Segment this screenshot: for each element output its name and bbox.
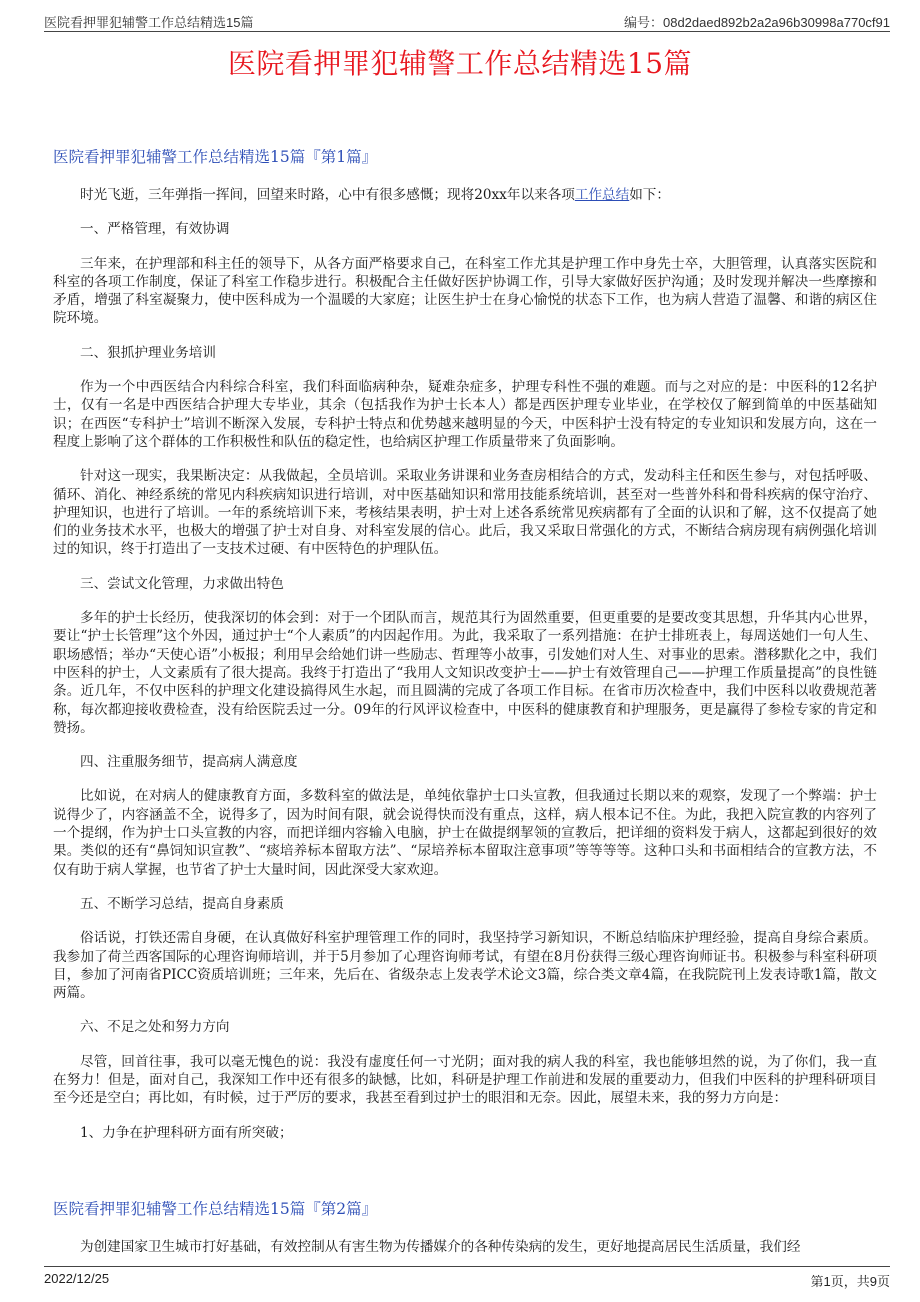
paragraph-1: 三年来，在护理部和科主任的领导下，从各方面严格要求自己，在科室工作尤其是护理工作中身先士卒，大胆管理，认真落实医院和科室的各项工作制度，保证了科室工作稳步进行。积极配合主任做好医护协调工作，引导大家做好医护沟通；及时发现并解决一些摩擦和矛盾，增强了科室凝聚力，使中医科成为一个温暖的大家庭；让医生护士在身心愉悦的状态下工作，也为病人营造了温馨、和谐的病区住院环境。 — [53, 255, 877, 327]
intro-text-after: 如下： — [629, 187, 670, 203]
footer-date: 2022/12/25 — [44, 1271, 110, 1286]
heading-4: 四、注重服务细节，提高病人满意度 — [80, 754, 298, 771]
footer-divider — [44, 1266, 890, 1267]
work-summary-link[interactable]: 工作总结 — [574, 187, 630, 203]
page-header — [44, 10, 890, 30]
paragraph-6: 俗话说，打铁还需自身硬，在认真做好科室护理管理工作的同时，我坚持学习新知识，不断总结临床护理经验，提高自身综合素质。我参加了荷兰西客国际的心理咨询师培训，并于5月参加了心理咨询师考试，有望在8月份获得三级心理咨询师证书。积极参与科室科研项目，参加了河南省PICC资质培训班；三年来，先后在、省级杂志上发表学术论文3篇，综合类文章4篇，在我院院刊上发表诗歌1篇，散文两篇。 — [53, 930, 877, 1002]
paragraph-4: 多年的护士长经历，使我深切的体会到：对于一个团队而言，规范其行为固然重要，但更重要的是要改变其思想，升华其内心世界，要让“护士长管理”这个外因，通过护士“个人素质”的内因起作用。为此，我采取了一系列措施：在护士排班表上，每周送她们一句人生、职场感悟；举办“天使心语”小板报；利用早会给她们讲一些励志、哲理等小故事，引发她们对人生、对事业的思索。潜移默化之中，我们中医科的护士，人文素质有了很大提高。我终于打造出了“我用人文知识改变护士——护士有效管理自己——护理工作质量提高”的良性链条。近几年，不仅中医科的护理文化建设搞得风生水起，而且圆满的完成了各项工作目标。在省市历次检查中，我们中医科以收费规范著称，每次都迎接收费检查，没有给医院丢过一分。09年的行风评议检查中，中医科的健康教育和护理服务，更是赢得了参检专家的肯定和赞扬。 — [53, 610, 877, 736]
footer-page-number: 第1页，共9页 — [810, 1274, 890, 1289]
paragraph-7: 尽管，回首往事，我可以毫无愧色的说：我没有虚度任何一寸光阴；面对我的病人我的科室，我也能够坦然的说，为了你们，我一直在努力！但是，面对自己，我深知工作中还有很多的缺憾，比如，科研是护理工作前进和发展的重要动力，但我们中医科的护理科研项目至今还是空白；再比如，有时候，过于严厉的要求，我甚至看到过护士的眼泪和无奈。因此，展望未来，我的努力方向是： — [53, 1053, 877, 1107]
section-2-title: 医院看押罪犯辅警工作总结精选15篇『第2篇』 — [53, 1199, 378, 1218]
section-2-paragraph-1: 为创建国家卫生城市打好基础，有效控制从有害生物为传播媒介的各种传染病的发生，更好地提高居民生活质量，我们经 — [80, 1238, 801, 1255]
section-1-intro — [53, 186, 877, 204]
header-doc-name: 医院看押罪犯辅警工作总结精选15篇 — [44, 15, 254, 30]
document-title: 医院看押罪犯辅警工作总结精选15篇 — [227, 47, 693, 80]
heading-3: 三、尝试文化管理，力求做出特色 — [80, 575, 284, 592]
paragraph-3: 针对这一现实，我果断决定：从我做起，全员培训。采取业务讲课和业务查房相结合的方式，发动科主任和医生参与，对包括呼吸、循环、消化、神经系统的常见内科疾病知识进行培训，对中医基础知识和常用技能系统培训，甚至对一些普外科和骨科疾病的保守治疗、护理知识，也进行了培训。一年的系统培训下来，考核结果表明，护士对上述各系统常见疾病都有了全面的认识和了解，这不仅提高了她们的业务技术水平，也极大的增强了护士对自身、对科室发展的信心。此后，我又采取日常强化的方式，不断结合病房现有病例强化培训过的知识，终于打造出了一支技术过硬、有中医特色的护理队伍。 — [53, 468, 877, 558]
section-spacer — [53, 1158, 877, 1196]
paragraph-8: 1、力争在护理科研方面有所突破； — [80, 1124, 293, 1141]
header-divider — [44, 31, 890, 32]
heading-5: 五、不断学习总结，提高自身素质 — [80, 895, 284, 912]
intro-text-before: 时光飞逝，三年弹指一挥间，回望来时路，心中有很多感慨；现将20xx年以来各项 — [80, 187, 575, 203]
heading-2: 二、狠抓护理业务培训 — [80, 344, 216, 361]
paragraph-2: 作为一个中西医结合内科综合科室，我们科面临病种杂，疑难杂症多，护理专科性不强的难题。而与之对应的是：中医科的12名护士，仅有一名是中西医结合护理大专毕业，其余（包括我作为护士长本人）都是西医护理专业毕业，在学校仅了解到简单的中医基础知识；在西医“专科护士”培训不断深入发展，专科护士特点和优势越来越明显的今天，中医科护士没有特定的专业知识和发展方向，这在一程度上影响了这个群体的工作积极性和队伍的稳定性，也给病区护理工作质量带来了负面影响。 — [53, 379, 877, 450]
section-1-title: 医院看押罪犯辅警工作总结精选15篇『第1篇』 — [53, 148, 378, 166]
page-footer — [44, 1271, 890, 1291]
heading-1: 一、严格管理，有效协调 — [80, 221, 230, 238]
document-body — [53, 144, 877, 1272]
header-doc-number: 编号：08d2daed892b2a2a96b30998a770cf91 — [623, 15, 890, 30]
paragraph-5: 比如说，在对病人的健康教育方面，多数科室的做法是，单纯依靠护士口头宣教，但我通过长期以来的观察，发现了一个弊端：护士说得少了，内容涵盖不全，说得多了，因为时间有限，就会说得快而没有重点，这样，病人根本记不住。为此，我把入院宣教的内容列了一个提纲，作为护士口头宣教的内容，而把详细内容输入电脑，护士在做提纲挈领的宣教后，把详细的资料发于病人，这都起到很好的效果。类似的还有“鼻饲知识宣教”、“痰培养标本留取方法”、“尿培养标本留取注意事项”等等等等。这种口头和书面相结合的宣教方法，不仅有助于病人掌握，也节省了护士大量时间，因此深受大家欢迎。 — [53, 788, 877, 878]
heading-6: 六、不足之处和努力方向 — [80, 1019, 230, 1036]
